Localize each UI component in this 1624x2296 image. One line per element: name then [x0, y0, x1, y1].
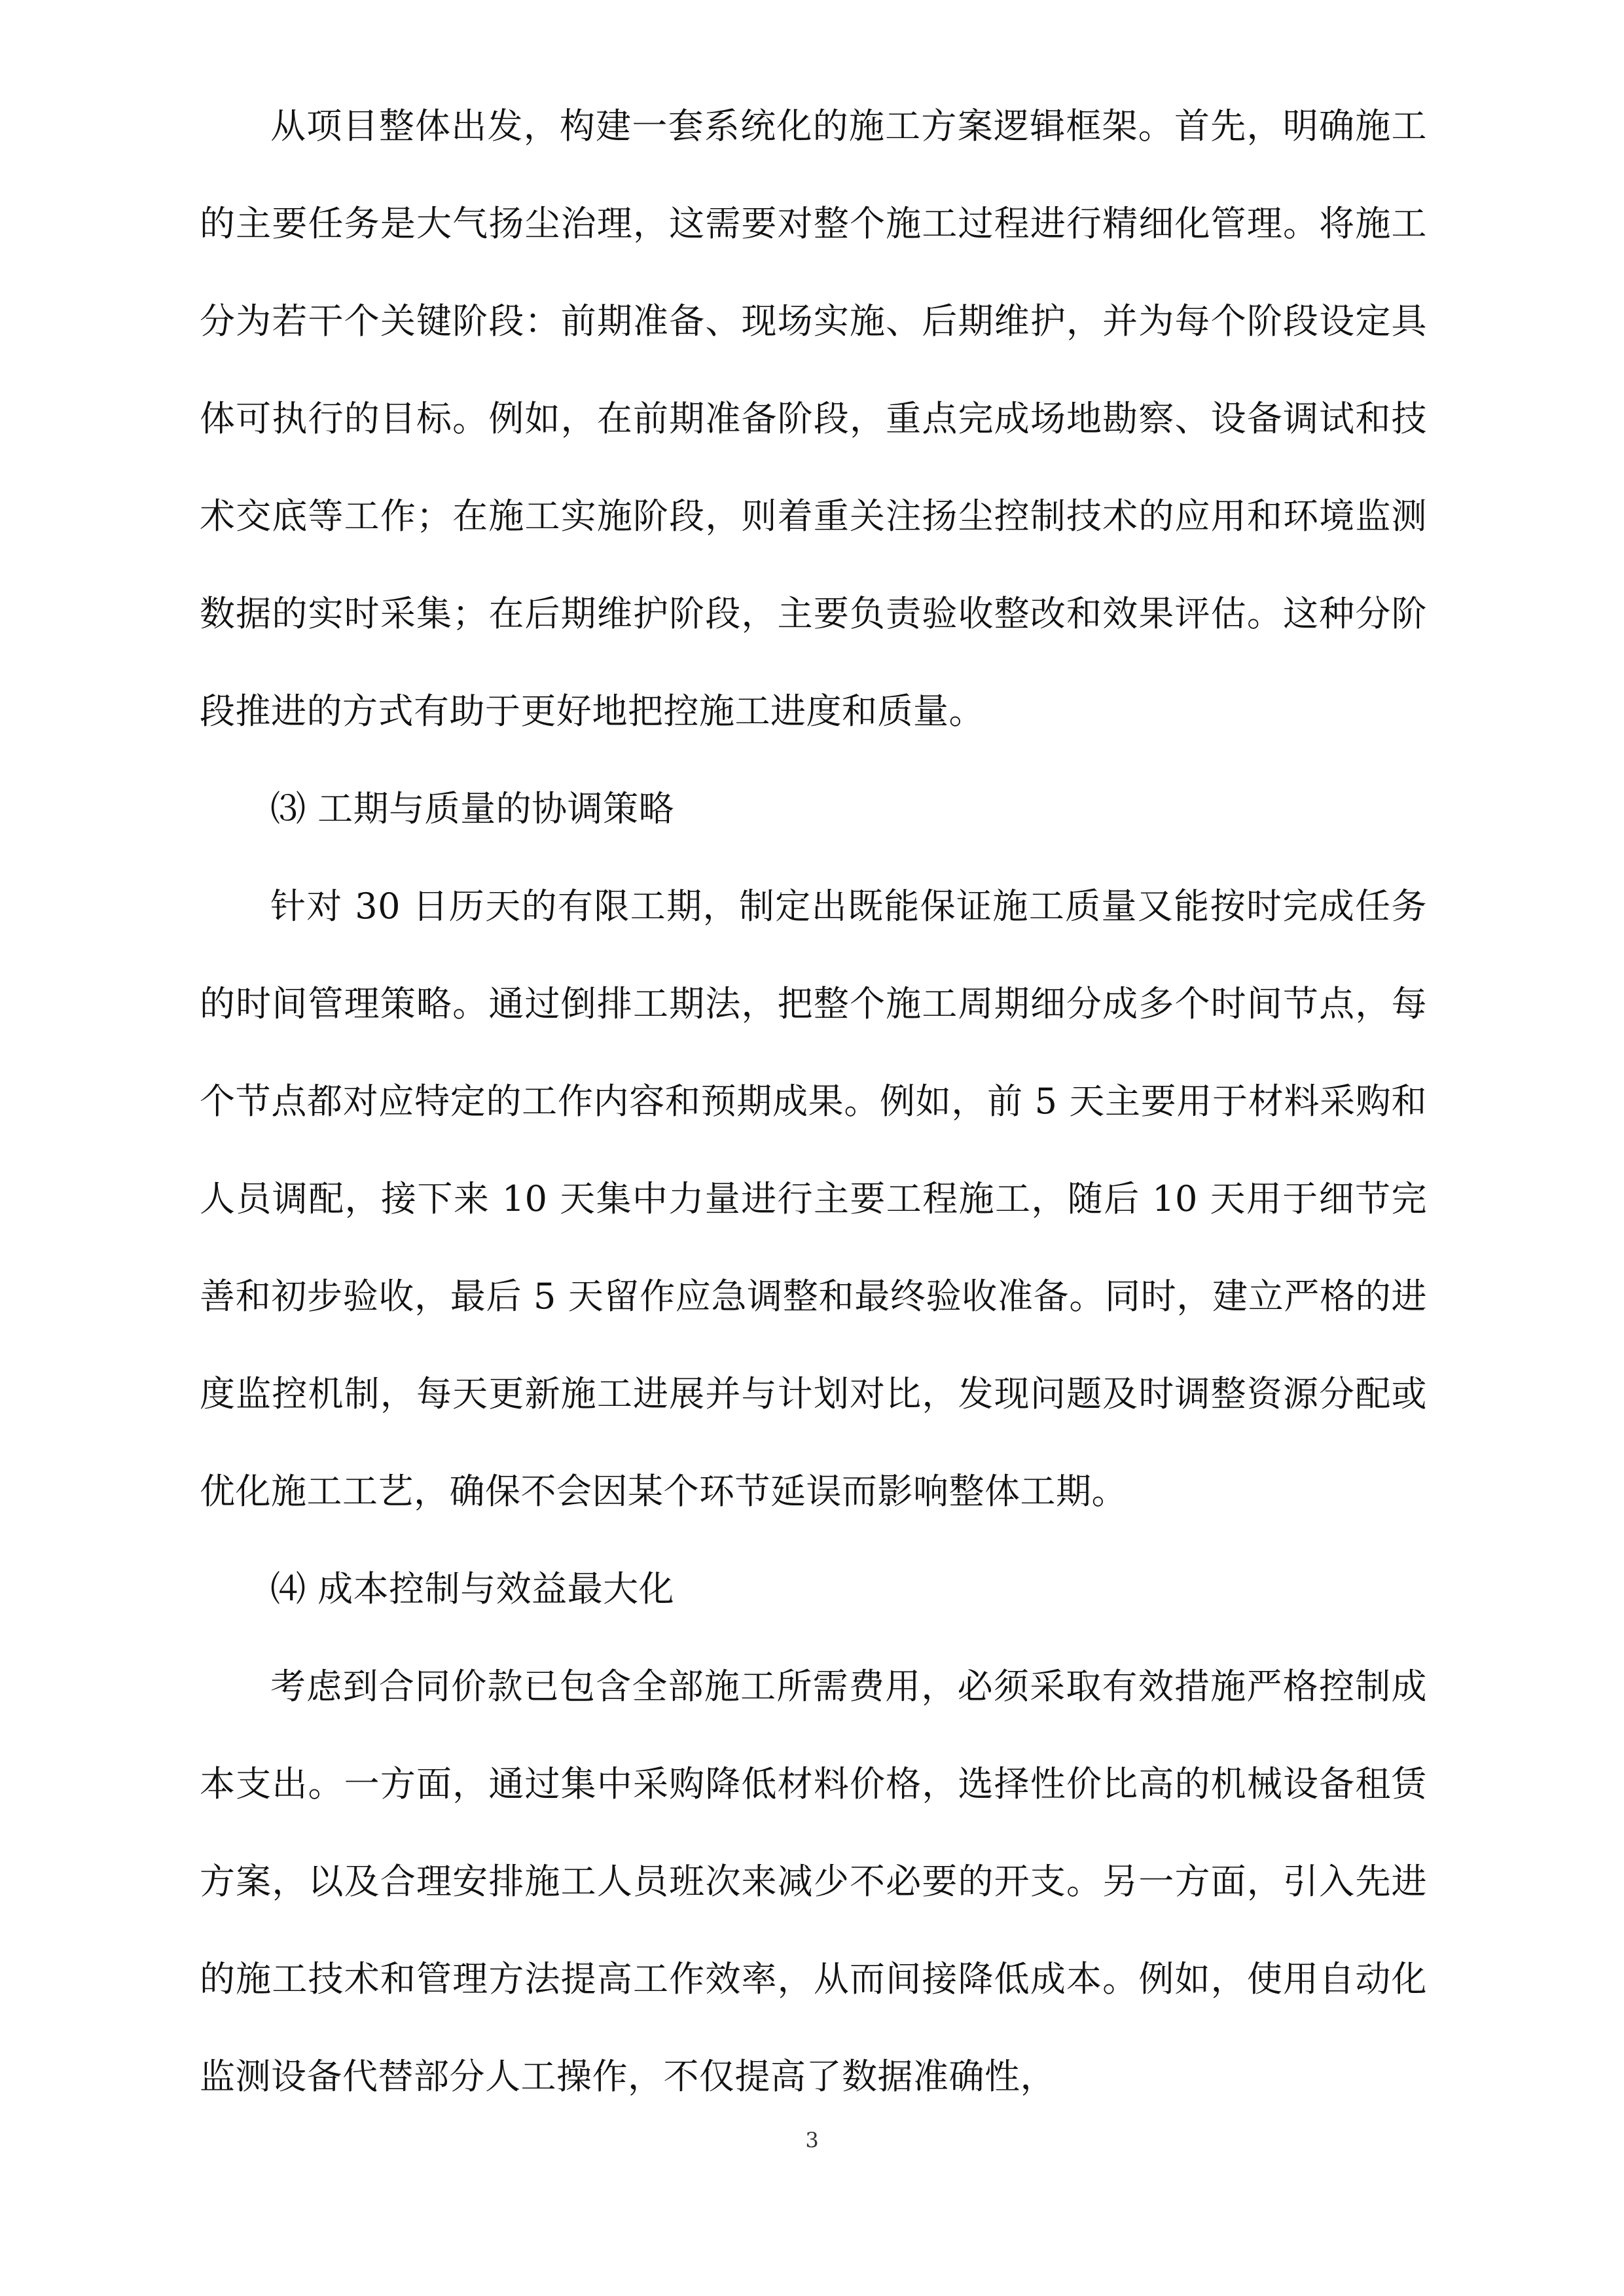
paragraph-construction-framework: 从项目整体出发，构建一套系统化的施工方案逻辑框架。首先，明确施工的主要任务是大气扬尘治理，这需要对整个施工过程进行精细化管理。将施工分为若干个关键阶段：前期准备、现场实施、后期维护，并为每个阶段设定具体可执行的目标。例如，在前期准备阶段，重点完成场地勘察、设备调试和技术交底等工作；在施工实施阶段，则着重关注扬尘控制技术的应用和环境监测数据的实时采集；在后期维护阶段，主要负责验收整改和效果评估。这种分阶段推进的方式有助于更好地把控施工进度和质量。	[200, 105, 1427, 732]
body-text	[200, 77, 1427, 2125]
section-heading-schedule-quality: ⑶ 工期与质量的协调策略	[270, 788, 675, 829]
paragraph-cost-control: 考虑到合同价款已包含全部施工所需费用，必须采取有效措施严格控制成本支出。一方面，通过集中采购降低材料价格，选择性价比高的机械设备租赁方案，以及合理安排施工人员班次来减少不必要的开支。另一方面，引入先进的施工技术和管理方法提高工作效率，从而间接降低成本。例如，使用自动化监测设备代替部分人工操作，不仅提高了数据准确性，	[200, 1666, 1427, 2097]
section-heading-cost-control: ⑷ 成本控制与效益最大化	[270, 1568, 675, 1609]
page-number: 3	[805, 2128, 819, 2153]
paragraph-schedule-strategy: 针对 30 日历天的有限工期，制定出既能保证施工质量又能按时完成任务的时间管理策略。通过倒排工期法，把整个施工周期细分成多个时间节点，每个节点都对应特定的工作内容和预期成果。例如，前 5 天主要用于材料采购和人员调配，接下来 10 天集中力量进行主要工程施工，随后 10 天用于细节完善和初步验收，最后 5 天留作应急调整和最终验收准备。同时，建立严格的进度监控机制，每天更新施工进展并与计划对比，发现问题及时调整资源分配或优化施工工艺，确保不会因某个环节延误而影响整体工期。	[200, 886, 1427, 1512]
